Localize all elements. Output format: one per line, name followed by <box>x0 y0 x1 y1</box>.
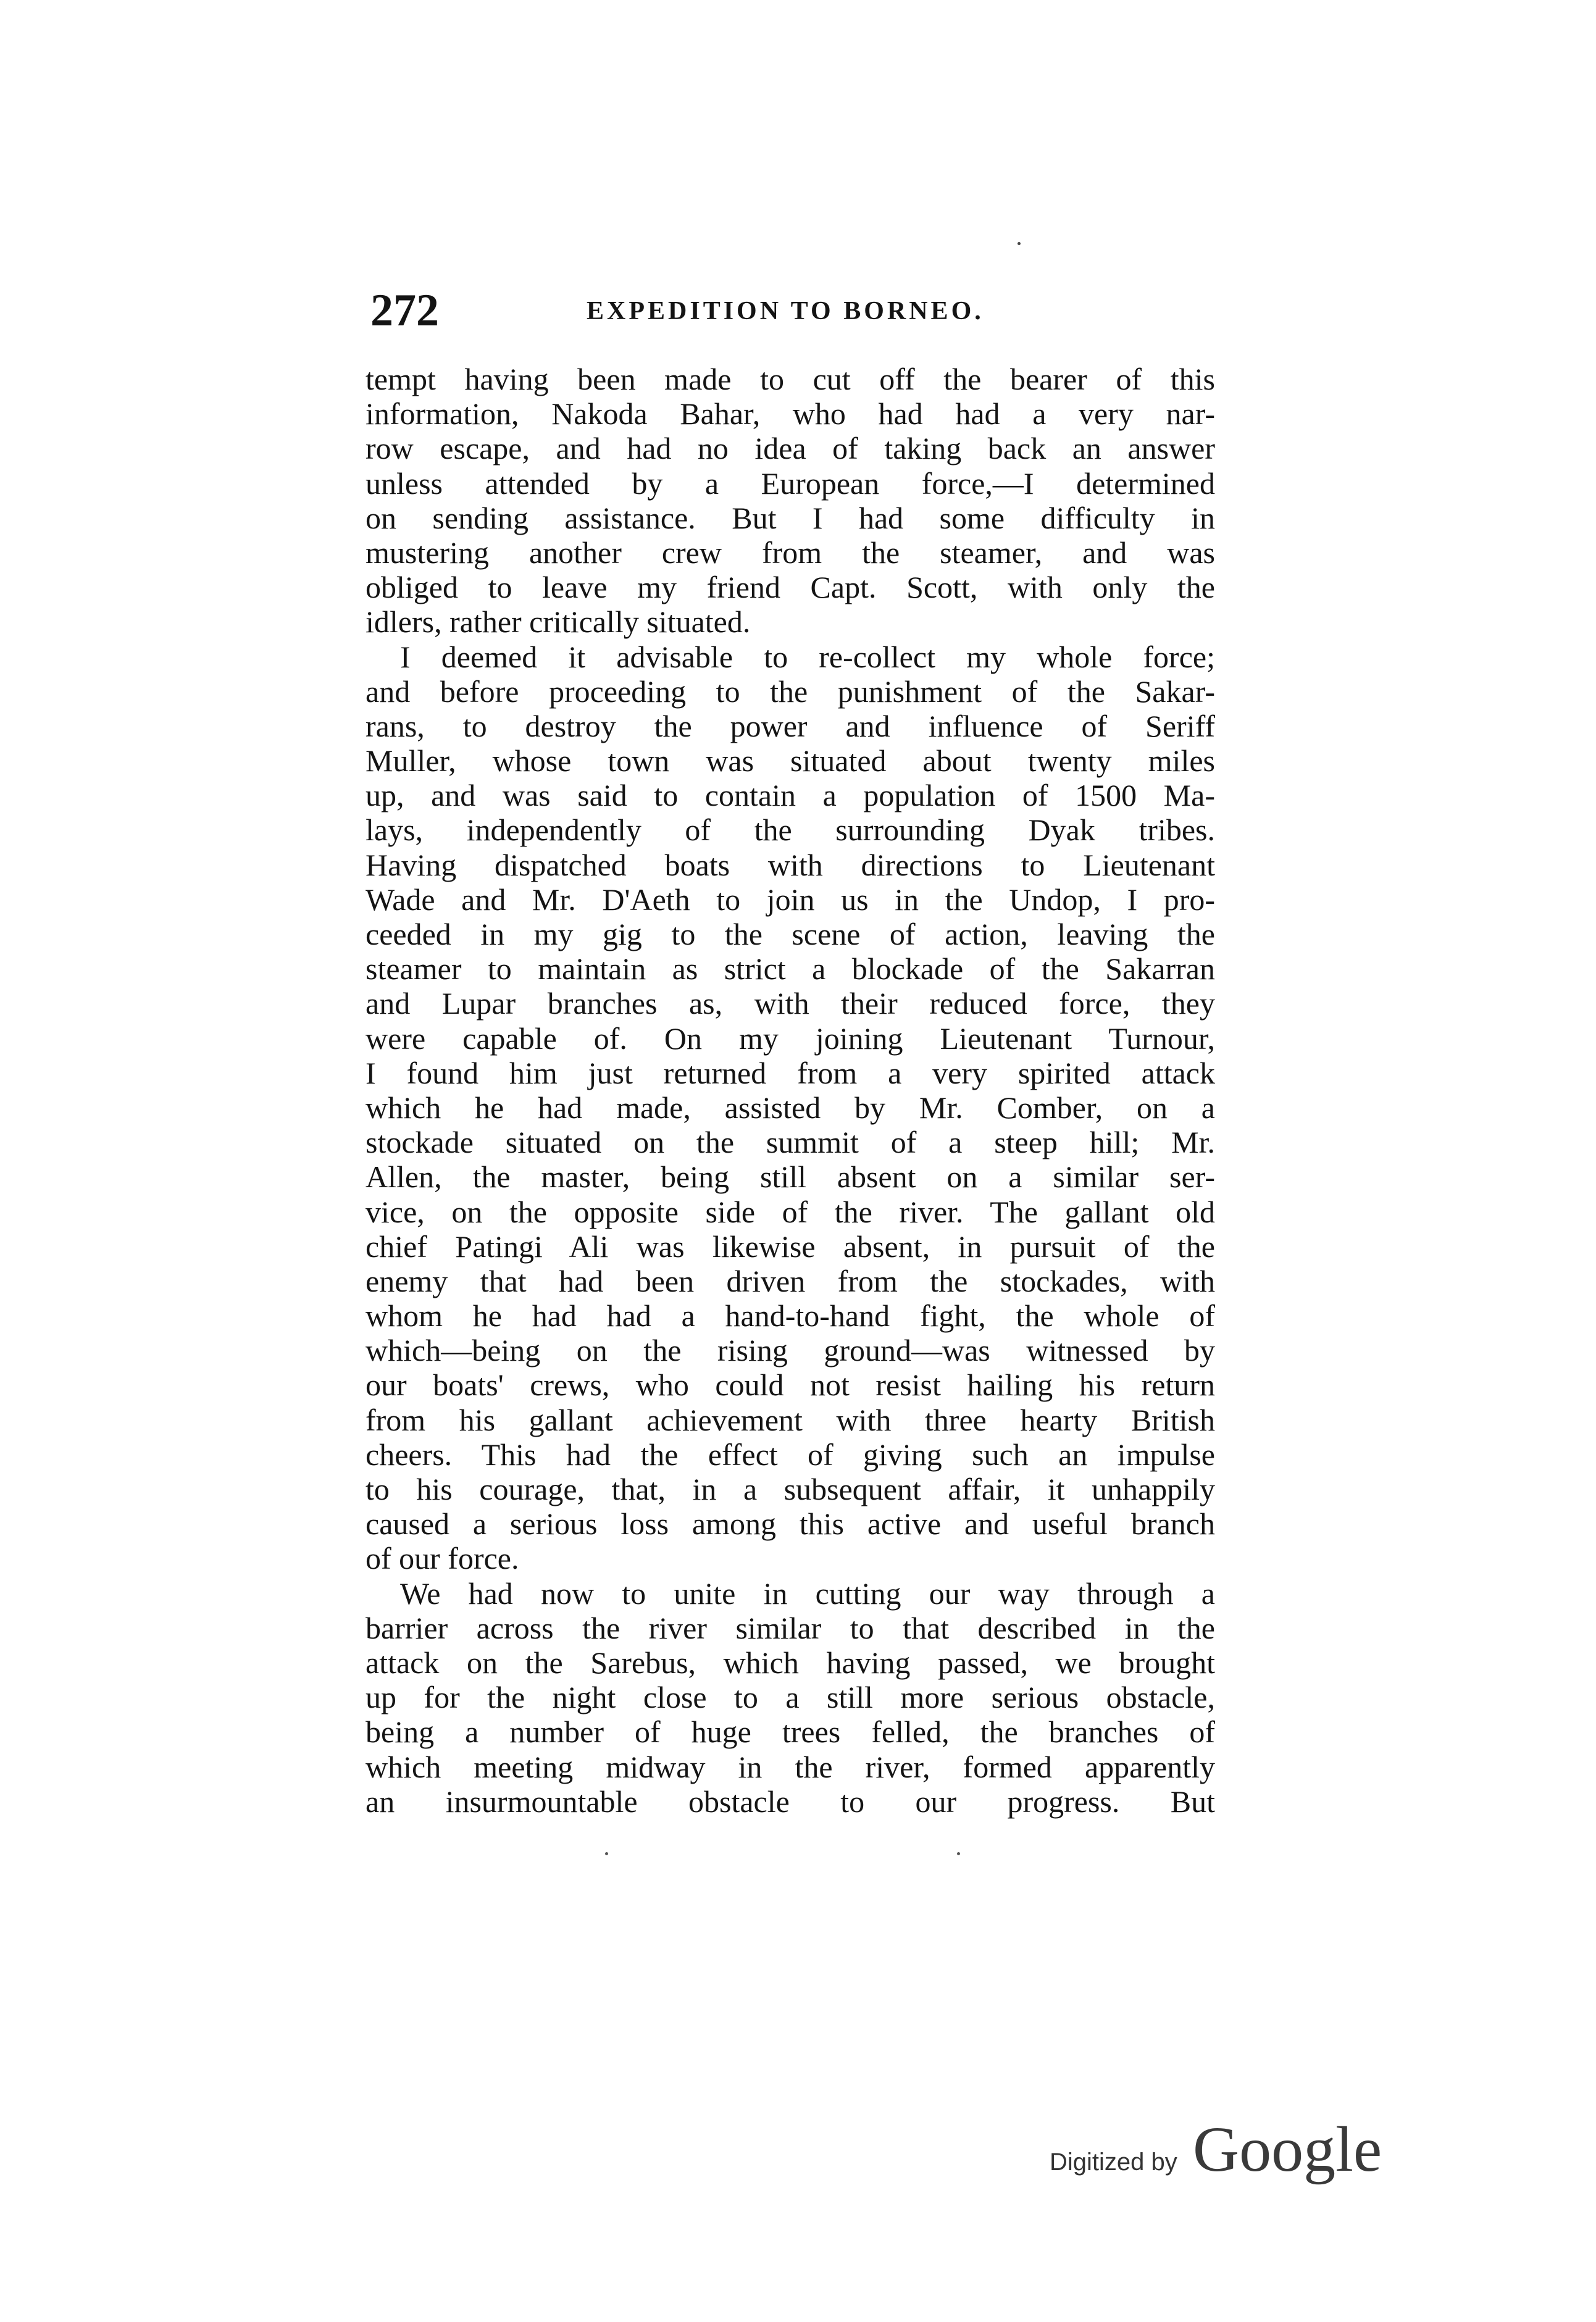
text-line: Allen, the master, being still absent on a similar ser- <box>366 1159 1215 1195</box>
text-line: and Lupar branches as, with their reduced force, they <box>366 986 1215 1021</box>
paragraph-start: I deemed it advisable to re-collect my whole force; <box>400 639 1215 674</box>
text-line: steamer to maintain as strict a blockade of the Sakarran <box>366 951 1215 987</box>
digitized-by-label: Digitized by <box>1050 2149 1177 2176</box>
text-line: enemy that had been driven from the stockades, with <box>366 1263 1215 1298</box>
text-line: lays, independently of the surrounding Dyak tribes. <box>366 812 1215 848</box>
text-line: which he had made, assisted by Mr. Comber, on a <box>366 1090 1215 1125</box>
body-text <box>366 362 1215 1819</box>
text-line: being a number of huge trees felled, the branches of <box>366 1714 1215 1750</box>
text-line: on sending assistance. But I had some difficulty in <box>366 500 1215 535</box>
text-line: stockade situated on the summit of a steep hill; Mr. <box>366 1125 1215 1160</box>
text-line: Having dispatched boats with directions to Lieutenant <box>366 847 1215 882</box>
page-speck <box>605 1852 608 1855</box>
text-line: which meeting midway in the river, formed apparently <box>366 1749 1215 1784</box>
text-line: to his courage, that, in a subsequent affair, it unhappily <box>366 1472 1215 1506</box>
text-line: whom he had had a hand-to-hand fight, the whole of <box>366 1298 1215 1334</box>
text-line: Muller, whose town was situated about twenty miles <box>366 743 1215 779</box>
text-line: tempt having been made to cut off the bearer of this <box>366 362 1215 396</box>
text-line: I found him just returned from a very spirited attack <box>366 1055 1215 1090</box>
page-number: 272 <box>370 285 439 336</box>
paragraph-start: We had now to unite in cutting our way through a <box>400 1576 1215 1611</box>
text-line: cheers. This had the effect of giving such an impulse <box>366 1437 1215 1472</box>
page-header <box>370 283 1266 338</box>
text-line: chief Patingi Ali was likewise absent, in pursuit of the <box>366 1229 1215 1264</box>
running-head: EXPEDITION TO BORNEO. <box>587 297 984 325</box>
text-line: up for the night close to a still more serious obstacle, <box>366 1680 1215 1715</box>
text-line: row escape, and had no idea of taking back an answer <box>366 431 1215 466</box>
text-line: barrier across the river similar to that described in the <box>366 1610 1215 1645</box>
text-line: unless attended by a European force,—I determined <box>366 466 1215 501</box>
text-line: mustering another crew from the steamer, and was <box>366 535 1215 570</box>
text-line: which—being on the rising ground—was witnessed by <box>366 1333 1215 1368</box>
text-line: information, Nakoda Bahar, who had had a very nar- <box>366 396 1215 432</box>
text-line: rans, to destroy the power and influence of Seriff <box>366 708 1215 743</box>
text-line: of our force. <box>366 1541 519 1576</box>
text-line: from his gallant achievement with three hearty British <box>366 1402 1215 1437</box>
text-line: idlers, rather critically situated. <box>366 604 751 640</box>
text-line: attack on the Sarebus, which having passed, we brought <box>366 1645 1215 1680</box>
text-line: caused a serious loss among this active and useful branch <box>366 1506 1215 1542</box>
text-line: were capable of. On my joining Lieutenant Turnour, <box>366 1021 1215 1056</box>
text-line: vice, on the opposite side of the river. The gallant old <box>366 1194 1215 1229</box>
text-line: obliged to leave my friend Capt. Scott, with only the <box>366 570 1215 605</box>
text-line: ceeded in my gig to the scene of action, leaving the <box>366 917 1215 951</box>
text-line: Wade and Mr. D'Aeth to join us in the Undop, I pro- <box>366 882 1215 917</box>
text-line: our boats' crews, who could not resist hailing his return <box>366 1368 1215 1403</box>
text-line: and before proceeding to the punishment of the Sakar- <box>366 674 1215 709</box>
text-line: an insurmountable obstacle to our progress. But <box>366 1784 1215 1819</box>
digitized-by-google-watermark <box>1050 2114 1383 2185</box>
page-speck <box>957 1852 960 1855</box>
google-logo: Google <box>1193 2114 1382 2185</box>
text-line: up, and was said to contain a population of 1500 Ma- <box>366 778 1215 813</box>
page-speck <box>1017 242 1021 245</box>
